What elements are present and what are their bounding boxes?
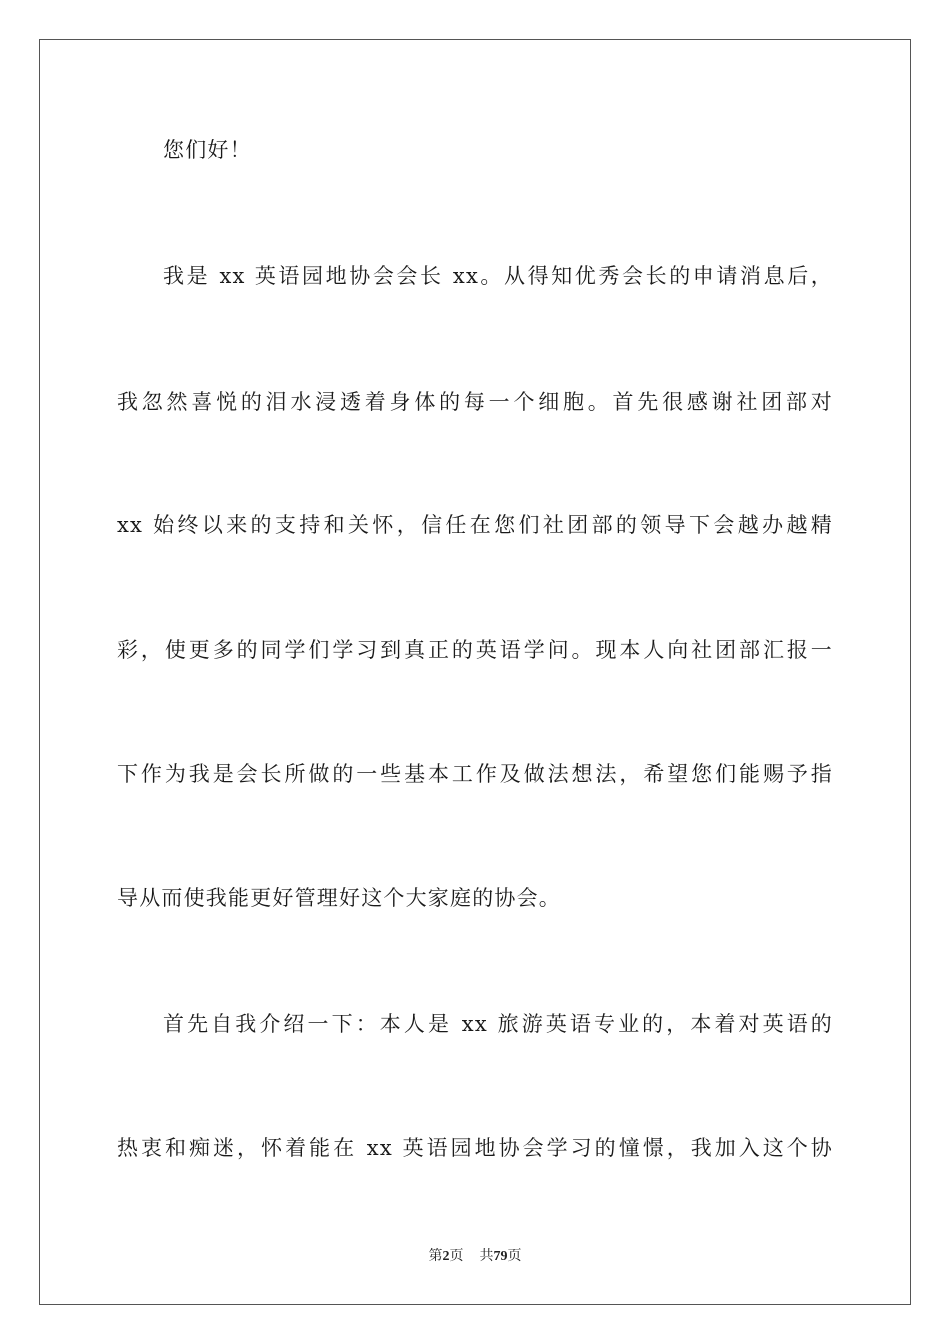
body-line-8: 热衷和痴迷，怀着能在 xx 英语园地协会学习的憧憬，我加入这个协: [117, 1136, 833, 1160]
body-line-6: 导从而使我能更好管理好这个大家庭的协会。: [117, 886, 561, 910]
body-line-7: 首先自我介绍一下：本人是 xx 旅游英语专业的，本着对英语的: [163, 1012, 833, 1036]
page-suffix: 页: [449, 1248, 464, 1264]
body-line-1: 我是 xx 英语园地协会会长 xx。从得知优秀会长的申请消息后，: [163, 264, 833, 288]
page-total: 79: [493, 1249, 508, 1264]
body-line-5: 下作为我是会长所做的一些基本工作及做法想法，希望您们能赐予指: [117, 762, 833, 786]
page-frame: [39, 39, 911, 1305]
greeting-line: 您们好！: [163, 138, 252, 162]
total-suffix: 页: [507, 1248, 522, 1264]
body-line-2: 我忽然喜悦的泪水浸透着身体的每一个细胞。首先很感谢社团部对: [117, 390, 833, 414]
page-prefix: 第: [428, 1248, 443, 1264]
total-prefix: 共: [479, 1248, 494, 1264]
page-footer: [0, 1247, 950, 1266]
body-line-3: xx 始终以来的支持和关怀，信任在您们社团部的领导下会越办越精: [117, 513, 833, 537]
body-line-4: 彩，使更多的同学们学习到真正的英语学问。现本人向社团部汇报一: [117, 638, 833, 662]
page-current: 2: [442, 1249, 450, 1264]
